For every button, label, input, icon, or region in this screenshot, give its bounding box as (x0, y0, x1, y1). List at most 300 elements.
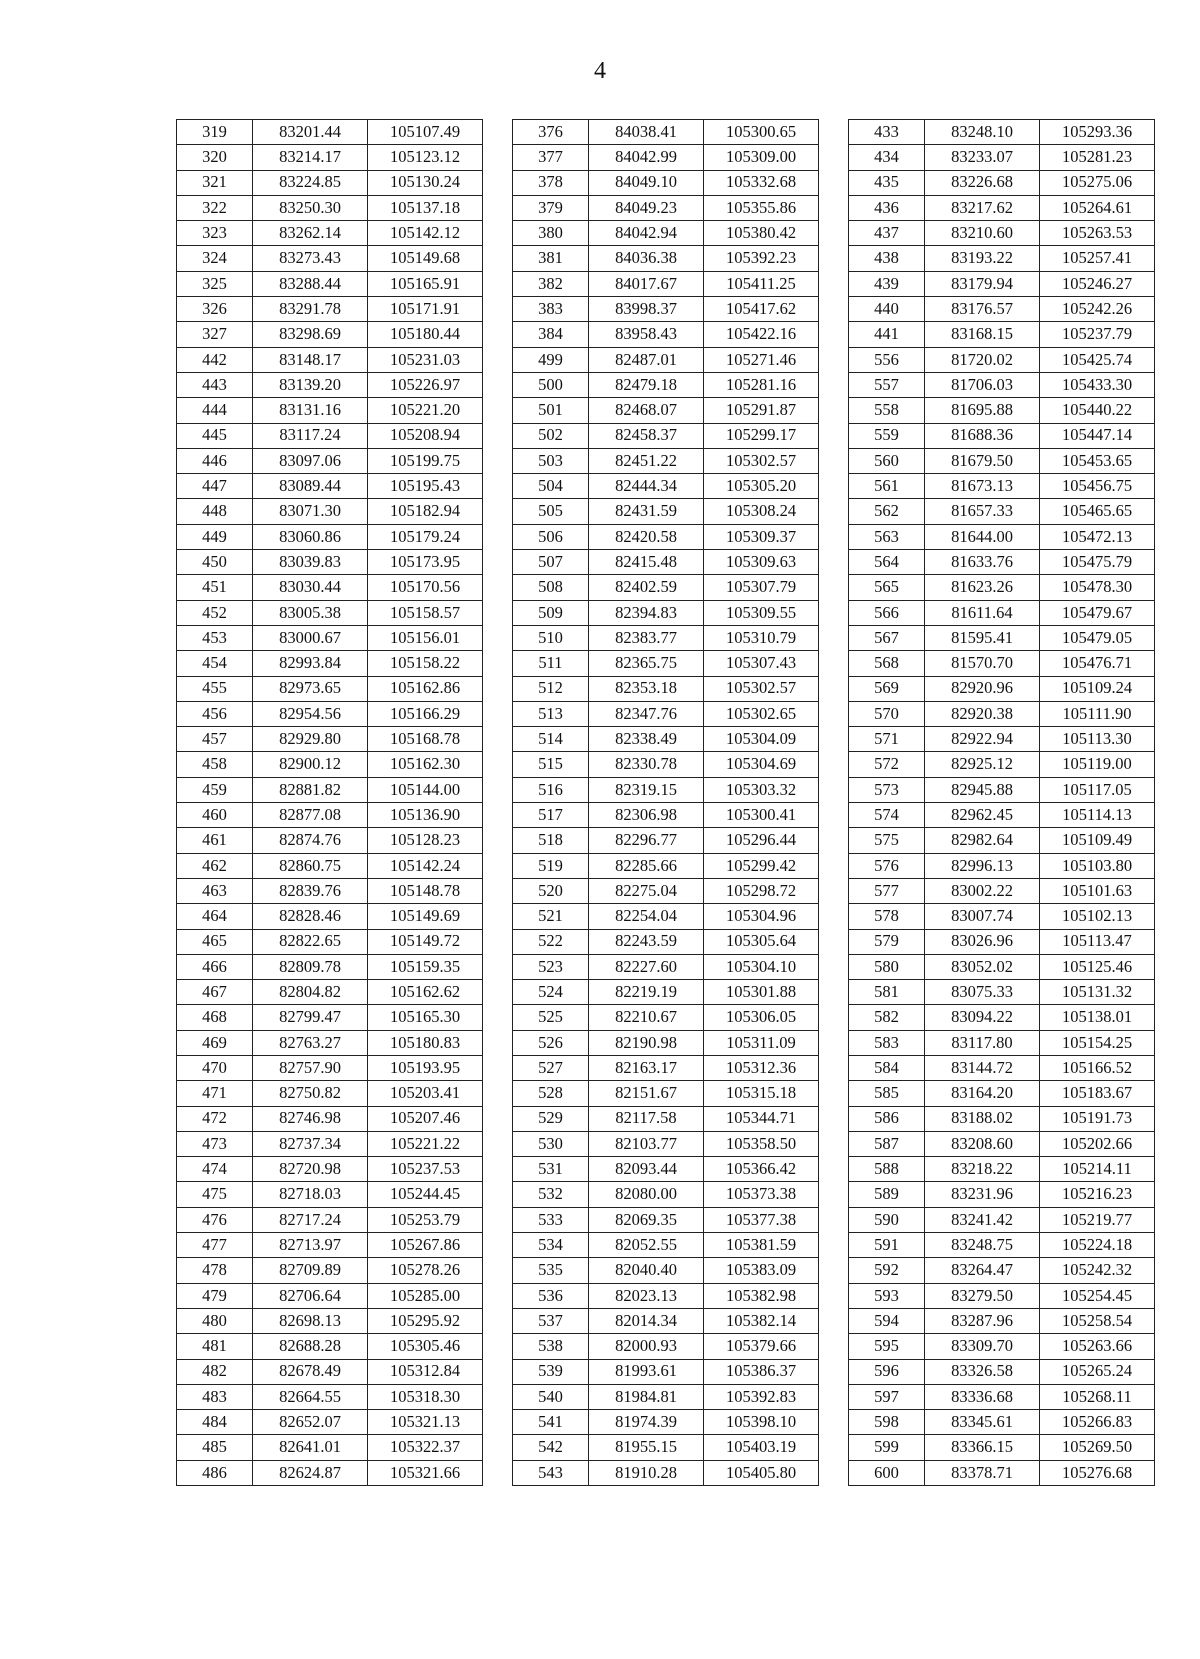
table-row (513, 145, 819, 170)
y-coordinate-cell: 105268.11 (1040, 1384, 1155, 1409)
point-number-cell: 539 (513, 1359, 589, 1384)
x-coordinate-cell: 83117.80 (925, 1030, 1040, 1055)
point-number-cell: 319 (177, 120, 253, 145)
table-row (513, 271, 819, 296)
y-coordinate-cell: 105258.54 (1040, 1308, 1155, 1333)
point-number-cell: 446 (177, 448, 253, 473)
y-coordinate-cell: 105476.71 (1040, 651, 1155, 676)
x-coordinate-cell: 81695.88 (925, 398, 1040, 423)
x-coordinate-cell: 83218.22 (925, 1157, 1040, 1182)
table-row (513, 904, 819, 929)
point-number-cell: 470 (177, 1055, 253, 1080)
table-row (849, 676, 1155, 701)
table-row (177, 347, 483, 372)
x-coordinate-cell: 82296.77 (589, 828, 704, 853)
table-row (513, 1384, 819, 1409)
x-coordinate-cell: 83071.30 (253, 499, 368, 524)
x-coordinate-cell: 82347.76 (589, 701, 704, 726)
y-coordinate-cell: 105355.86 (704, 195, 819, 220)
y-coordinate-cell: 105111.90 (1040, 701, 1155, 726)
table-row (849, 1182, 1155, 1207)
point-number-cell: 440 (849, 297, 925, 322)
y-coordinate-cell: 105203.41 (368, 1081, 483, 1106)
y-coordinate-cell: 105162.30 (368, 752, 483, 777)
point-number-cell: 482 (177, 1359, 253, 1384)
table-row (513, 297, 819, 322)
x-coordinate-cell: 83291.78 (253, 297, 368, 322)
y-coordinate-cell: 105138.01 (1040, 1005, 1155, 1030)
x-coordinate-cell: 82641.01 (253, 1435, 368, 1460)
x-coordinate-cell: 82383.77 (589, 625, 704, 650)
table-row (177, 676, 483, 701)
y-coordinate-cell: 105149.72 (368, 929, 483, 954)
table-row (513, 474, 819, 499)
y-coordinate-cell: 105149.69 (368, 904, 483, 929)
y-coordinate-cell: 105114.13 (1040, 803, 1155, 828)
y-coordinate-cell: 105306.05 (704, 1005, 819, 1030)
y-coordinate-cell: 105301.88 (704, 980, 819, 1005)
point-number-cell: 451 (177, 575, 253, 600)
y-coordinate-cell: 105226.97 (368, 372, 483, 397)
y-coordinate-cell: 105148.78 (368, 878, 483, 903)
y-coordinate-cell: 105237.79 (1040, 322, 1155, 347)
point-number-cell: 509 (513, 600, 589, 625)
x-coordinate-cell: 82487.01 (589, 347, 704, 372)
x-coordinate-cell: 83217.62 (925, 195, 1040, 220)
x-coordinate-cell: 82954.56 (253, 701, 368, 726)
x-coordinate-cell: 83336.68 (925, 1384, 1040, 1409)
x-coordinate-cell: 81993.61 (589, 1359, 704, 1384)
x-coordinate-cell: 82624.87 (253, 1460, 368, 1485)
table-row (513, 752, 819, 777)
table-row (177, 701, 483, 726)
y-coordinate-cell: 105433.30 (1040, 372, 1155, 397)
point-number-cell: 584 (849, 1055, 925, 1080)
point-number-cell: 481 (177, 1334, 253, 1359)
table-row (177, 1435, 483, 1460)
point-number-cell: 382 (513, 271, 589, 296)
table-row (513, 246, 819, 271)
table-row (177, 1157, 483, 1182)
table-row (177, 170, 483, 195)
y-coordinate-cell: 105158.22 (368, 651, 483, 676)
table-row (513, 499, 819, 524)
x-coordinate-cell: 83176.57 (925, 297, 1040, 322)
x-coordinate-cell: 83233.07 (925, 145, 1040, 170)
y-coordinate-cell: 105168.78 (368, 727, 483, 752)
x-coordinate-cell: 82688.28 (253, 1334, 368, 1359)
y-coordinate-cell: 105191.73 (1040, 1106, 1155, 1131)
x-coordinate-cell: 82839.76 (253, 878, 368, 903)
y-coordinate-cell: 105142.24 (368, 853, 483, 878)
y-coordinate-cell: 105144.00 (368, 777, 483, 802)
point-number-cell: 503 (513, 448, 589, 473)
y-coordinate-cell: 105137.18 (368, 195, 483, 220)
x-coordinate-cell: 81984.81 (589, 1384, 704, 1409)
x-coordinate-cell: 81657.33 (925, 499, 1040, 524)
point-number-cell: 445 (177, 423, 253, 448)
y-coordinate-cell: 105165.30 (368, 1005, 483, 1030)
y-coordinate-cell: 105173.95 (368, 550, 483, 575)
y-coordinate-cell: 105179.24 (368, 524, 483, 549)
point-number-cell: 533 (513, 1207, 589, 1232)
x-coordinate-cell: 82338.49 (589, 727, 704, 752)
point-number-cell: 573 (849, 777, 925, 802)
table-row (849, 701, 1155, 726)
x-coordinate-cell: 81679.50 (925, 448, 1040, 473)
y-coordinate-cell: 105263.53 (1040, 221, 1155, 246)
point-number-cell: 520 (513, 878, 589, 903)
x-coordinate-cell: 82804.82 (253, 980, 368, 1005)
point-number-cell: 522 (513, 929, 589, 954)
point-number-cell: 518 (513, 828, 589, 853)
table-row (849, 803, 1155, 828)
point-number-cell: 504 (513, 474, 589, 499)
point-number-cell: 478 (177, 1258, 253, 1283)
table-row (513, 980, 819, 1005)
point-number-cell: 472 (177, 1106, 253, 1131)
coordinate-table-2 (512, 119, 819, 1486)
table-row (513, 1334, 819, 1359)
point-number-cell: 486 (177, 1460, 253, 1485)
y-coordinate-cell: 105332.68 (704, 170, 819, 195)
x-coordinate-cell: 82706.64 (253, 1283, 368, 1308)
y-coordinate-cell: 105107.49 (368, 120, 483, 145)
y-coordinate-cell: 105165.91 (368, 271, 483, 296)
x-coordinate-cell: 83264.47 (925, 1258, 1040, 1283)
table-row (849, 170, 1155, 195)
y-coordinate-cell: 105128.23 (368, 828, 483, 853)
y-coordinate-cell: 105305.20 (704, 474, 819, 499)
y-coordinate-cell: 105125.46 (1040, 954, 1155, 979)
table-row (849, 600, 1155, 625)
point-number-cell: 500 (513, 372, 589, 397)
point-number-cell: 589 (849, 1182, 925, 1207)
table-row (849, 651, 1155, 676)
point-number-cell: 469 (177, 1030, 253, 1055)
table-row (513, 1005, 819, 1030)
y-coordinate-cell: 105246.27 (1040, 271, 1155, 296)
x-coordinate-cell: 82746.98 (253, 1106, 368, 1131)
y-coordinate-cell: 105266.83 (1040, 1410, 1155, 1435)
x-coordinate-cell: 83231.96 (925, 1182, 1040, 1207)
x-coordinate-cell: 83052.02 (925, 954, 1040, 979)
point-number-cell: 384 (513, 322, 589, 347)
point-number-cell: 383 (513, 297, 589, 322)
x-coordinate-cell: 82860.75 (253, 853, 368, 878)
point-number-cell: 457 (177, 727, 253, 752)
table-row (513, 575, 819, 600)
x-coordinate-cell: 82973.65 (253, 676, 368, 701)
x-coordinate-cell: 82799.47 (253, 1005, 368, 1030)
table-row (513, 423, 819, 448)
point-number-cell: 453 (177, 625, 253, 650)
y-coordinate-cell: 105305.64 (704, 929, 819, 954)
y-coordinate-cell: 105183.67 (1040, 1081, 1155, 1106)
table-row (849, 1233, 1155, 1258)
y-coordinate-cell: 105315.18 (704, 1081, 819, 1106)
y-coordinate-cell: 105366.42 (704, 1157, 819, 1182)
x-coordinate-cell: 82330.78 (589, 752, 704, 777)
x-coordinate-cell: 82757.90 (253, 1055, 368, 1080)
y-coordinate-cell: 105299.17 (704, 423, 819, 448)
y-coordinate-cell: 105182.94 (368, 499, 483, 524)
x-coordinate-cell: 82900.12 (253, 752, 368, 777)
point-number-cell: 447 (177, 474, 253, 499)
y-coordinate-cell: 105472.13 (1040, 524, 1155, 549)
x-coordinate-cell: 82718.03 (253, 1182, 368, 1207)
y-coordinate-cell: 105281.16 (704, 372, 819, 397)
table-row (849, 423, 1155, 448)
table-row (177, 600, 483, 625)
point-number-cell: 574 (849, 803, 925, 828)
y-coordinate-cell: 105101.63 (1040, 878, 1155, 903)
point-number-cell: 568 (849, 651, 925, 676)
x-coordinate-cell: 83060.86 (253, 524, 368, 549)
point-number-cell: 507 (513, 550, 589, 575)
x-coordinate-cell: 82678.49 (253, 1359, 368, 1384)
y-coordinate-cell: 105166.29 (368, 701, 483, 726)
y-coordinate-cell: 105263.66 (1040, 1334, 1155, 1359)
x-coordinate-cell: 84017.67 (589, 271, 704, 296)
x-coordinate-cell: 83131.16 (253, 398, 368, 423)
x-coordinate-cell: 83026.96 (925, 929, 1040, 954)
x-coordinate-cell: 82219.19 (589, 980, 704, 1005)
y-coordinate-cell: 105309.37 (704, 524, 819, 549)
x-coordinate-cell: 81570.70 (925, 651, 1040, 676)
x-coordinate-cell: 83179.94 (925, 271, 1040, 296)
x-coordinate-cell: 82922.94 (925, 727, 1040, 752)
table-row (513, 1460, 819, 1485)
x-coordinate-cell: 82737.34 (253, 1131, 368, 1156)
y-coordinate-cell: 105312.84 (368, 1359, 483, 1384)
x-coordinate-cell: 82652.07 (253, 1410, 368, 1435)
x-coordinate-cell: 83345.61 (925, 1410, 1040, 1435)
point-number-cell: 322 (177, 195, 253, 220)
table-row (513, 221, 819, 246)
point-number-cell: 527 (513, 1055, 589, 1080)
x-coordinate-cell: 84036.38 (589, 246, 704, 271)
y-coordinate-cell: 105269.50 (1040, 1435, 1155, 1460)
y-coordinate-cell: 105321.66 (368, 1460, 483, 1485)
point-number-cell: 524 (513, 980, 589, 1005)
y-coordinate-cell: 105113.47 (1040, 929, 1155, 954)
point-number-cell: 480 (177, 1308, 253, 1333)
y-coordinate-cell: 105479.05 (1040, 625, 1155, 650)
table-row (513, 1157, 819, 1182)
y-coordinate-cell: 105216.23 (1040, 1182, 1155, 1207)
point-number-cell: 448 (177, 499, 253, 524)
y-coordinate-cell: 105304.10 (704, 954, 819, 979)
point-number-cell: 325 (177, 271, 253, 296)
x-coordinate-cell: 82163.17 (589, 1055, 704, 1080)
y-coordinate-cell: 105453.65 (1040, 448, 1155, 473)
x-coordinate-cell: 83039.83 (253, 550, 368, 575)
x-coordinate-cell: 82227.60 (589, 954, 704, 979)
y-coordinate-cell: 105300.41 (704, 803, 819, 828)
point-number-cell: 464 (177, 904, 253, 929)
table-row (177, 954, 483, 979)
y-coordinate-cell: 105119.00 (1040, 752, 1155, 777)
point-number-cell: 530 (513, 1131, 589, 1156)
point-number-cell: 460 (177, 803, 253, 828)
table-row (177, 372, 483, 397)
point-number-cell: 560 (849, 448, 925, 473)
table-row (513, 929, 819, 954)
table-row (849, 1460, 1155, 1485)
y-coordinate-cell: 105267.86 (368, 1233, 483, 1258)
y-coordinate-cell: 105310.79 (704, 625, 819, 650)
table-row (849, 727, 1155, 752)
table-row (849, 550, 1155, 575)
point-number-cell: 452 (177, 600, 253, 625)
x-coordinate-cell: 83168.15 (925, 322, 1040, 347)
x-coordinate-cell: 84038.41 (589, 120, 704, 145)
y-coordinate-cell: 105373.38 (704, 1182, 819, 1207)
x-coordinate-cell: 82468.07 (589, 398, 704, 423)
table-row (513, 1359, 819, 1384)
point-number-cell: 558 (849, 398, 925, 423)
table-row (513, 1055, 819, 1080)
point-number-cell: 569 (849, 676, 925, 701)
y-coordinate-cell: 105254.45 (1040, 1283, 1155, 1308)
table-row (177, 1384, 483, 1409)
point-number-cell: 508 (513, 575, 589, 600)
table-row (513, 676, 819, 701)
x-coordinate-cell: 82713.97 (253, 1233, 368, 1258)
point-number-cell: 479 (177, 1283, 253, 1308)
y-coordinate-cell: 105308.24 (704, 499, 819, 524)
table-row (849, 448, 1155, 473)
y-coordinate-cell: 105311.09 (704, 1030, 819, 1055)
point-number-cell: 323 (177, 221, 253, 246)
x-coordinate-cell: 82444.34 (589, 474, 704, 499)
y-coordinate-cell: 105465.65 (1040, 499, 1155, 524)
x-coordinate-cell: 82698.13 (253, 1308, 368, 1333)
x-coordinate-cell: 82822.65 (253, 929, 368, 954)
point-number-cell: 580 (849, 954, 925, 979)
page-number: 4 (594, 58, 606, 84)
point-number-cell: 458 (177, 752, 253, 777)
y-coordinate-cell: 105479.67 (1040, 600, 1155, 625)
x-coordinate-cell: 81720.02 (925, 347, 1040, 372)
x-coordinate-cell: 82750.82 (253, 1081, 368, 1106)
y-coordinate-cell: 105180.44 (368, 322, 483, 347)
x-coordinate-cell: 82151.67 (589, 1081, 704, 1106)
x-coordinate-cell: 81688.36 (925, 423, 1040, 448)
point-number-cell: 376 (513, 120, 589, 145)
x-coordinate-cell: 81623.26 (925, 575, 1040, 600)
table-row (849, 499, 1155, 524)
x-coordinate-cell: 82874.76 (253, 828, 368, 853)
x-coordinate-cell: 83094.22 (925, 1005, 1040, 1030)
y-coordinate-cell: 105447.14 (1040, 423, 1155, 448)
x-coordinate-cell: 82415.48 (589, 550, 704, 575)
table-row (513, 600, 819, 625)
x-coordinate-cell: 83248.75 (925, 1233, 1040, 1258)
y-coordinate-cell: 105221.20 (368, 398, 483, 423)
table-row (513, 1283, 819, 1308)
y-coordinate-cell: 105131.32 (1040, 980, 1155, 1005)
point-number-cell: 473 (177, 1131, 253, 1156)
point-number-cell: 525 (513, 1005, 589, 1030)
table-row (177, 1283, 483, 1308)
table-row (513, 777, 819, 802)
x-coordinate-cell: 82431.59 (589, 499, 704, 524)
y-coordinate-cell: 105208.94 (368, 423, 483, 448)
point-number-cell: 528 (513, 1081, 589, 1106)
x-coordinate-cell: 83326.58 (925, 1359, 1040, 1384)
point-number-cell: 433 (849, 120, 925, 145)
point-number-cell: 434 (849, 145, 925, 170)
y-coordinate-cell: 105411.25 (704, 271, 819, 296)
table-row (849, 929, 1155, 954)
point-number-cell: 516 (513, 777, 589, 802)
point-number-cell: 535 (513, 1258, 589, 1283)
point-number-cell: 381 (513, 246, 589, 271)
x-coordinate-cell: 82877.08 (253, 803, 368, 828)
table-row (849, 1384, 1155, 1409)
x-coordinate-cell: 81611.64 (925, 600, 1040, 625)
table-row (849, 524, 1155, 549)
y-coordinate-cell: 105386.37 (704, 1359, 819, 1384)
y-coordinate-cell: 105159.35 (368, 954, 483, 979)
point-number-cell: 378 (513, 170, 589, 195)
table-row (513, 853, 819, 878)
table-row (177, 1106, 483, 1131)
point-number-cell: 501 (513, 398, 589, 423)
y-coordinate-cell: 105149.68 (368, 246, 483, 271)
x-coordinate-cell: 83298.69 (253, 322, 368, 347)
y-coordinate-cell: 105302.57 (704, 676, 819, 701)
point-number-cell: 591 (849, 1233, 925, 1258)
point-number-cell: 377 (513, 145, 589, 170)
y-coordinate-cell: 105303.32 (704, 777, 819, 802)
x-coordinate-cell: 83007.74 (925, 904, 1040, 929)
point-number-cell: 577 (849, 878, 925, 903)
y-coordinate-cell: 105309.55 (704, 600, 819, 625)
point-number-cell: 596 (849, 1359, 925, 1384)
point-number-cell: 477 (177, 1233, 253, 1258)
table-row (177, 398, 483, 423)
point-number-cell: 512 (513, 676, 589, 701)
point-number-cell: 474 (177, 1157, 253, 1182)
table-row (513, 625, 819, 650)
point-number-cell: 587 (849, 1131, 925, 1156)
point-number-cell: 379 (513, 195, 589, 220)
point-number-cell: 502 (513, 423, 589, 448)
point-number-cell: 583 (849, 1030, 925, 1055)
x-coordinate-cell: 83097.06 (253, 448, 368, 473)
y-coordinate-cell: 105162.62 (368, 980, 483, 1005)
table-row (513, 727, 819, 752)
table-row (849, 297, 1155, 322)
x-coordinate-cell: 82451.22 (589, 448, 704, 473)
table-row (177, 221, 483, 246)
x-coordinate-cell: 81974.39 (589, 1410, 704, 1435)
x-coordinate-cell: 82996.13 (925, 853, 1040, 878)
y-coordinate-cell: 105380.42 (704, 221, 819, 246)
table-row (849, 1207, 1155, 1232)
table-row (849, 1106, 1155, 1131)
point-number-cell: 499 (513, 347, 589, 372)
point-number-cell: 380 (513, 221, 589, 246)
point-number-cell: 438 (849, 246, 925, 271)
y-coordinate-cell: 105312.36 (704, 1055, 819, 1080)
table-row (513, 372, 819, 397)
y-coordinate-cell: 105219.77 (1040, 1207, 1155, 1232)
y-coordinate-cell: 105136.90 (368, 803, 483, 828)
